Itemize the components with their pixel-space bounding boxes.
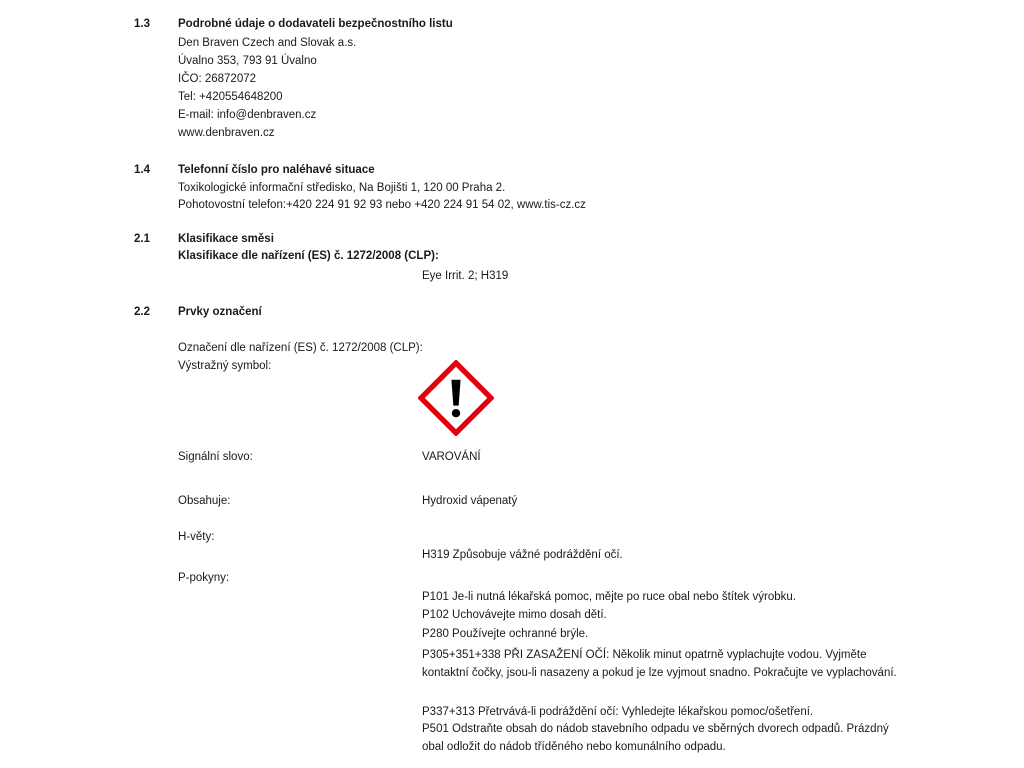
- p-statements-label: P-pokyny:: [178, 572, 230, 584]
- p-statement-p337: P337+313 Přetrvává-li podráždění očí: Vyhledejte lékařskou pomoc/ošetření.: [422, 706, 814, 718]
- p-statement-p305: P305+351+338 PŘI ZASAŽENÍ OČÍ: Několik minut opatrně vyplachujte vodou. Vyjměte kontaktní čočky, jsou-li nasazeny a pokud je lze vyjmout snadno. Pokračujte ve vyplachování.: [422, 649, 897, 679]
- supplier-address: Úvalno 353, 793 91 Úvalno: [178, 55, 317, 67]
- section-title-2-2: Prvky označení: [178, 306, 262, 318]
- classification-value: Eye Irrit. 2; H319: [422, 270, 509, 282]
- h-statement-h319: H319 Způsobuje vážné podráždění očí.: [422, 549, 623, 561]
- supplier-name: Den Braven Czech and Slovak a.s.: [178, 37, 357, 49]
- emergency-phone: Pohotovostní telefon:+420 224 91 92 93 nebo +420 224 91 54 02, www.tis-cz.cz: [178, 199, 586, 211]
- p-statement-p102: P102 Uchovávejte mimo dosah dětí.: [422, 609, 607, 621]
- signal-word-value: VAROVÁNÍ: [422, 451, 481, 463]
- h-statements-label: H-věty:: [178, 531, 215, 543]
- p-statement-p101: P101 Je-li nutná lékařská pomoc, mějte po ruce obal nebo štítek výrobku.: [422, 591, 796, 603]
- section-title-1-3: Podrobné údaje o dodavateli bezpečnostního listu: [178, 18, 453, 30]
- ghs07-exclamation-mark-icon: [418, 360, 494, 436]
- signal-word-label: Signální slovo:: [178, 451, 253, 463]
- supplier-phone: Tel: +420554648200: [178, 91, 283, 103]
- section-number-1-3: 1.3: [134, 18, 150, 30]
- p-statement-p501: P501 Odstraňte obsah do nádob stavebního odpadu ve sběrných dvorech odpadů. Prázdný obal odložit do nádob tříděného nebo komunálního odpadu.: [422, 723, 889, 753]
- supplier-website: www.denbraven.cz: [178, 127, 275, 139]
- p-statement-p280: P280 Používejte ochranné brýle.: [422, 628, 589, 640]
- section-title-1-4: Telefonní číslo pro naléhavé situace: [178, 164, 375, 176]
- section-number-2-2: 2.2: [134, 306, 150, 318]
- section-number-2-1: 2.1: [134, 233, 150, 245]
- section-title-2-1: Klasifikace směsi: [178, 233, 274, 245]
- labeling-regulation: Označení dle nařízení (ES) č. 1272/2008 (CLP):: [178, 342, 423, 354]
- section-number-1-4: 1.4: [134, 164, 150, 176]
- hazard-symbol-label: Výstražný symbol:: [178, 360, 272, 372]
- contains-label: Obsahuje:: [178, 495, 231, 507]
- contains-value: Hydroxid vápenatý: [422, 495, 518, 507]
- emergency-center: Toxikologické informační středisko, Na Bojišti 1, 120 00 Praha 2.: [178, 182, 506, 194]
- supplier-ico: IČO: 26872072: [178, 73, 257, 85]
- classification-regulation: Klasifikace dle nařízení (ES) č. 1272/2008 (CLP):: [178, 250, 439, 262]
- exclamation-dot: [452, 409, 460, 417]
- supplier-email: E-mail: info@denbraven.cz: [178, 109, 317, 121]
